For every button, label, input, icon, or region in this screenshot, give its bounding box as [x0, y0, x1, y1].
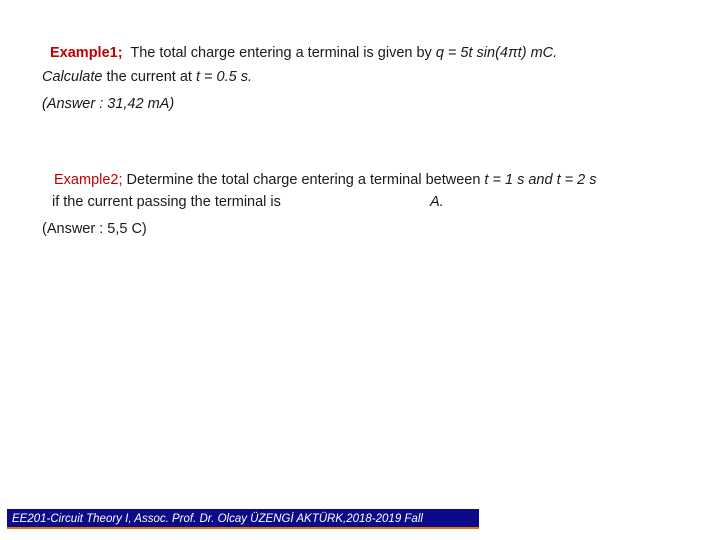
example1-answer: (Answer : 31,42 mA) [42, 96, 175, 112]
footer-text: EE201-Circuit Theory I, Assoc. Prof. Dr. Olcay ÜZENGİ AKTÜRK,2018-2019 Fall [12, 513, 423, 525]
example2-line2 [52, 193, 281, 211]
example2-answer: (Answer : 5,5 C) [42, 221, 147, 237]
example1-line2 [42, 68, 252, 86]
example1-calculate: Calculate [42, 69, 103, 85]
example2-unit: A. [430, 194, 444, 210]
example2-range: t = 1 s and t = 2 s [484, 172, 597, 188]
example1-question: the current at [102, 69, 196, 85]
example2-current-text: if the current passing the terminal is [52, 194, 281, 210]
example1-label: Example1; [50, 45, 123, 61]
example1-line1 [50, 44, 557, 62]
example2-line1 [54, 171, 596, 189]
example2-label: Example2; [54, 172, 123, 188]
example1-formula: q = 5t sin(4πt) mC. [435, 45, 558, 61]
example1-time: t = 0.5 s. [195, 69, 252, 85]
example1-statement: The total charge entering a terminal is given by [130, 45, 436, 61]
example2-statement: Determine the total charge entering a terminal between [122, 172, 485, 188]
